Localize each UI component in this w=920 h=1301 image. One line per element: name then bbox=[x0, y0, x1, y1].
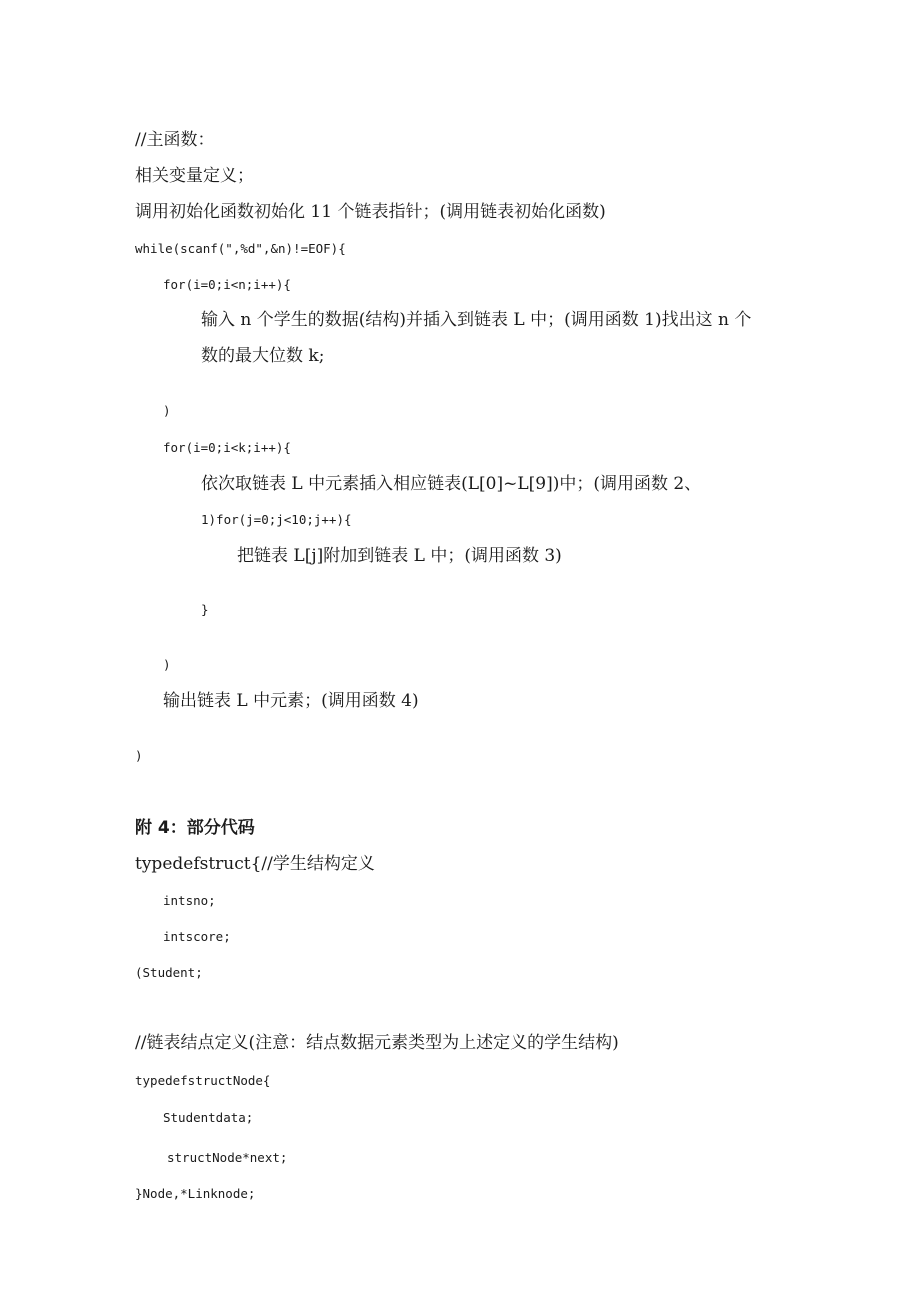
init-call-line: 调用初始化函数初始化 11 个链表指针；(调用链表初始化函数) bbox=[135, 202, 606, 222]
main-function-comment: //主函数： bbox=[135, 130, 215, 150]
node-struct-line: typedefstructNode{ bbox=[135, 1073, 271, 1088]
for-loop-2: for(i=0;i<k;i++){ bbox=[163, 440, 291, 455]
student-struct-close: (Student; bbox=[135, 965, 203, 980]
field-sno: intsno; bbox=[163, 893, 216, 908]
node-data-field: Studentdata; bbox=[163, 1110, 254, 1125]
for-loop-2-close: ) bbox=[163, 657, 171, 672]
student-struct-line: typedefstruct{//学生结构定义 bbox=[135, 854, 375, 874]
inner-loop-body: 把链表 L[j]附加到链表 L 中；(调用函数 3) bbox=[237, 546, 562, 566]
variable-definition: 相关变量定义； bbox=[135, 166, 254, 186]
for-loop-1: for(i=0;i<n;i++){ bbox=[163, 277, 291, 292]
for-loop-1-body-line-1: 输入 n 个学生的数据(结构)并插入到链表 L 中；(调用函数 1)找出这 n 个 bbox=[201, 310, 752, 330]
inner-loop-close: } bbox=[201, 602, 209, 617]
field-score: intscore; bbox=[163, 929, 231, 944]
for-loop-2-body-line-1: 依次取链表 L 中元素插入相应链表(L[0]~L[9])中；(调用函数 2、 bbox=[201, 474, 702, 494]
output-line: 输出链表 L 中元素；(调用函数 4) bbox=[163, 691, 419, 711]
for-loop-1-close: ) bbox=[163, 403, 171, 418]
node-struct-close: }Node,*Linknode; bbox=[135, 1186, 256, 1201]
appendix-heading: 附 4：部分代码 bbox=[135, 818, 255, 838]
while-close: ) bbox=[135, 748, 143, 763]
for-loop-1-body-line-2: 数的最大位数 k; bbox=[201, 346, 325, 366]
node-definition-comment: //链表结点定义(注意：结点数据元素类型为上述定义的学生结构) bbox=[135, 1033, 619, 1053]
while-line: while(scanf(",%d",&n)!=EOF){ bbox=[135, 241, 346, 256]
for-loop-2-body-line-2: 1)for(j=0;j<10;j++){ bbox=[201, 512, 352, 527]
node-next-field: structNode*next; bbox=[167, 1150, 288, 1165]
